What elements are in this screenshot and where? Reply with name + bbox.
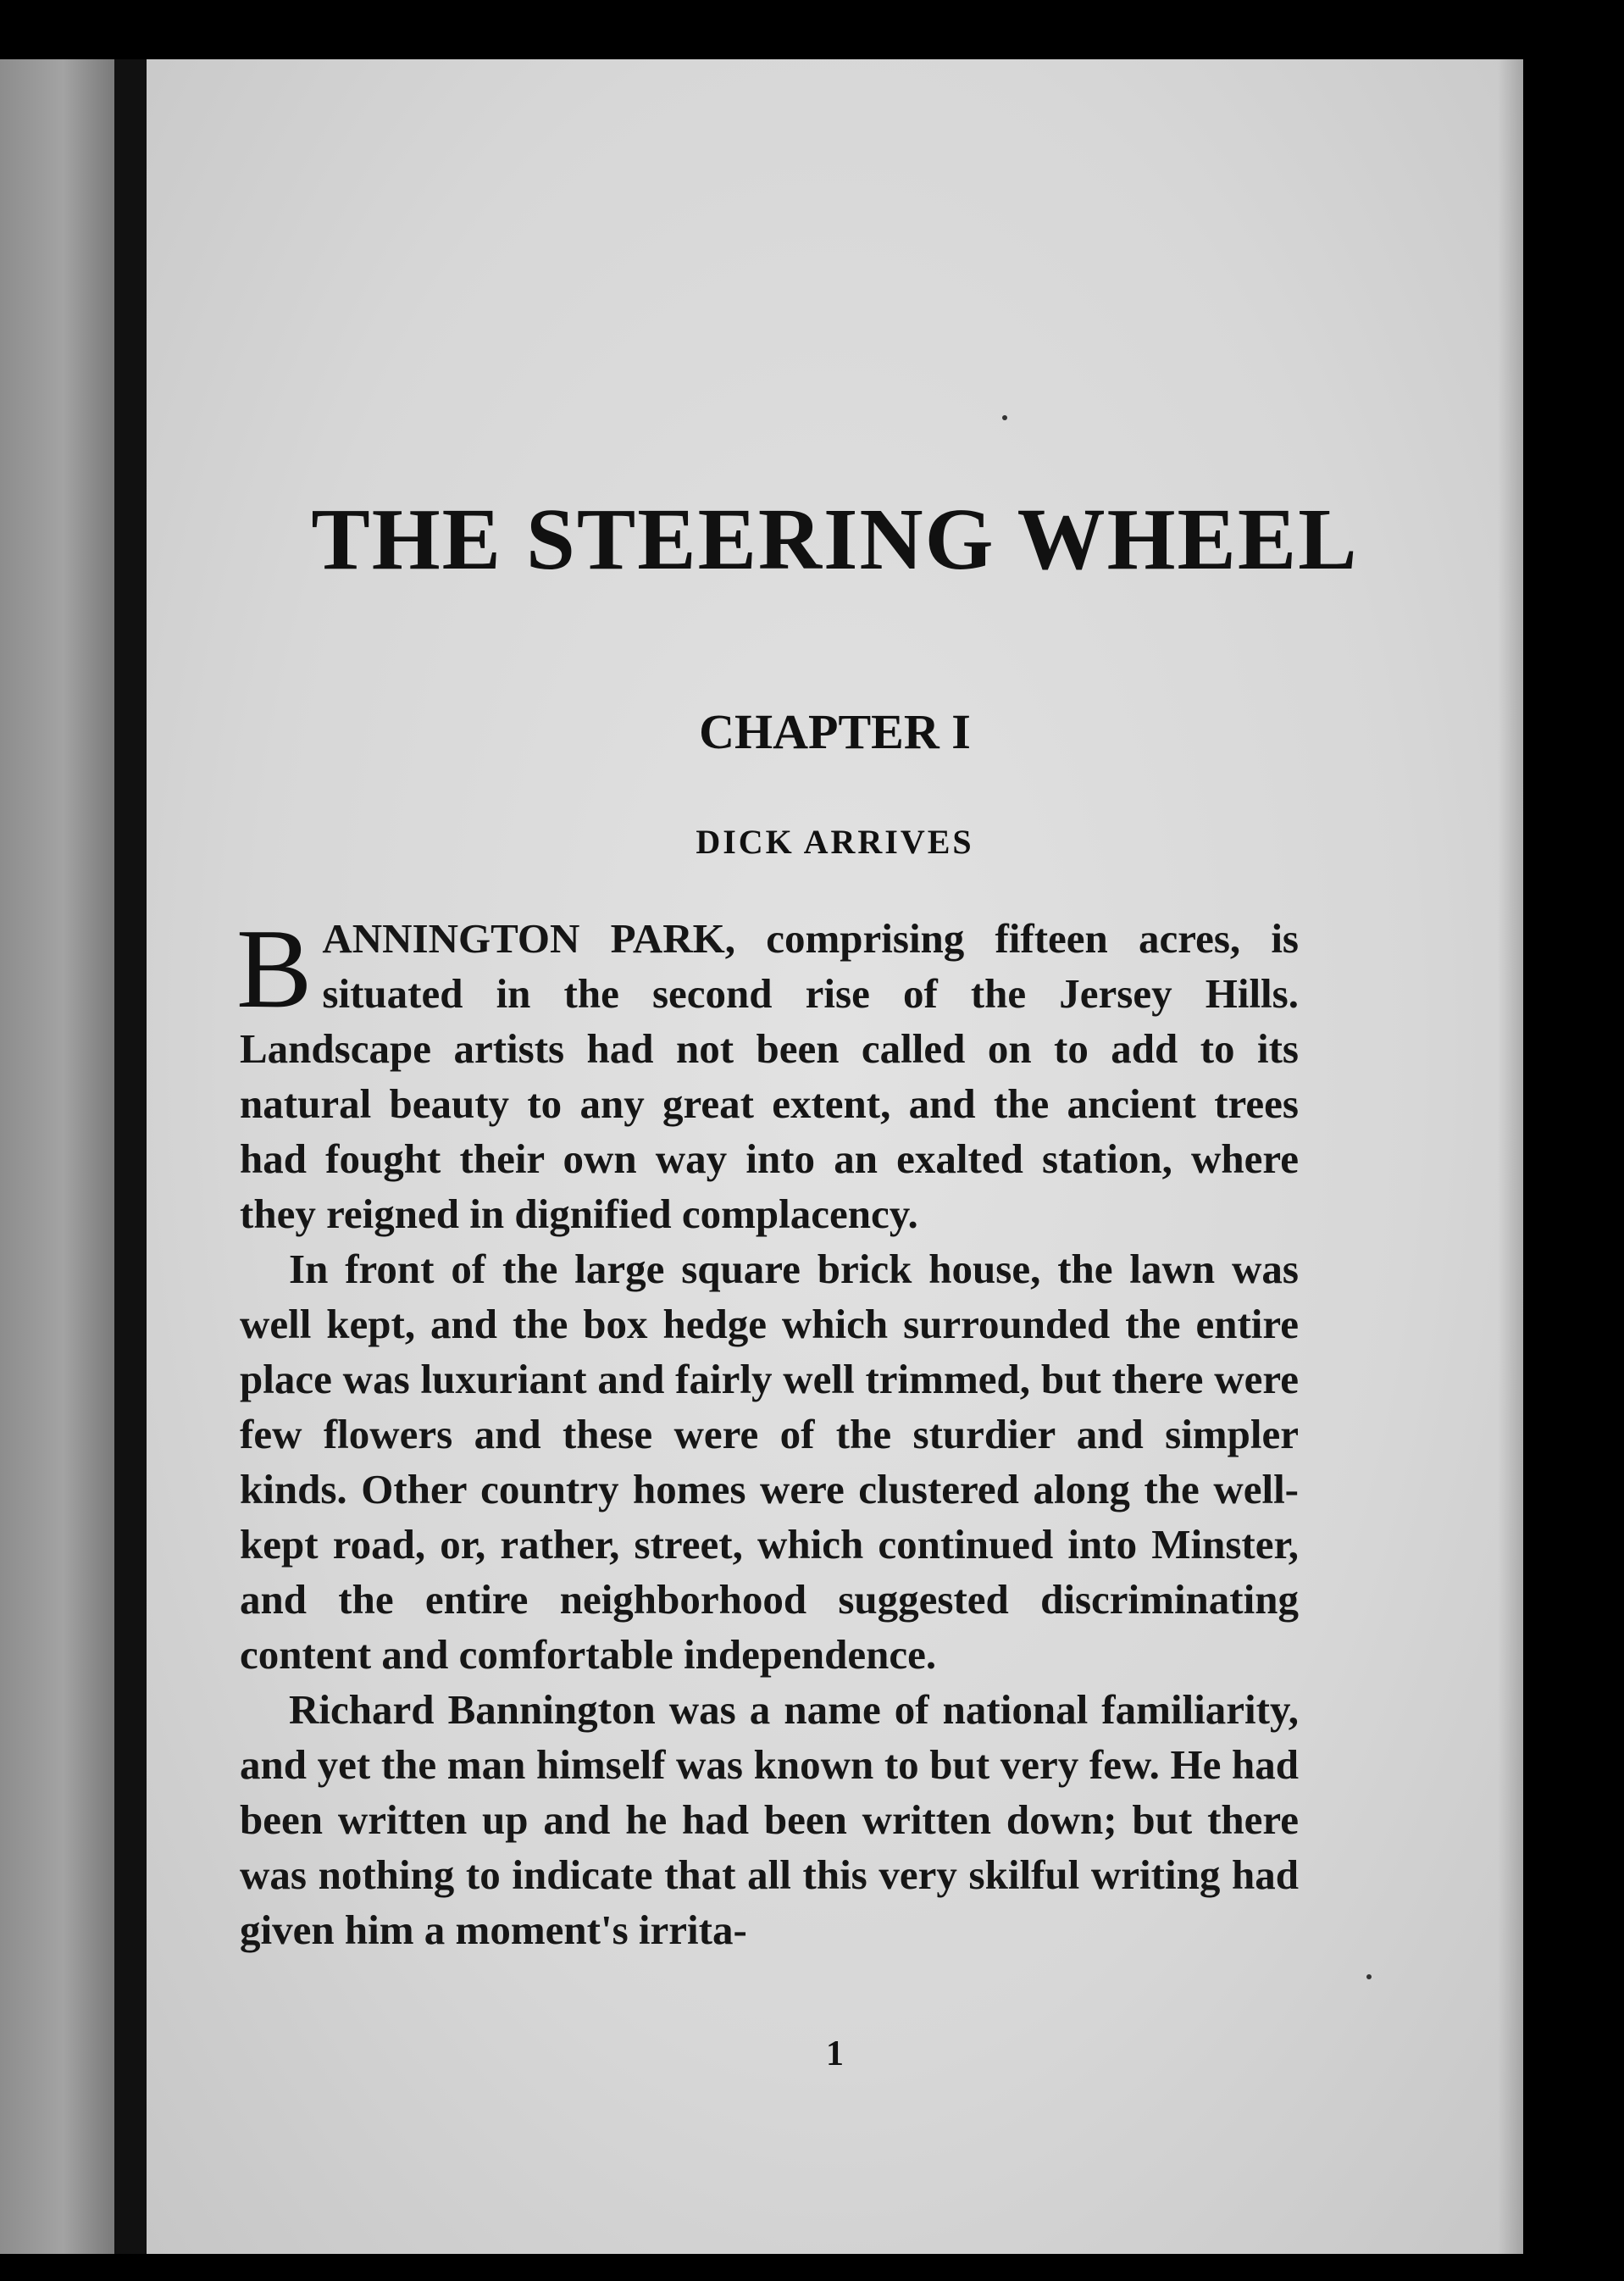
book-gutter <box>114 59 147 2254</box>
book-page <box>147 59 1523 2254</box>
book-title: THE STEERING WHEEL <box>311 491 1359 588</box>
chapter-title: DICK ARRIVES <box>696 823 974 861</box>
scan-speck <box>1002 415 1007 420</box>
paragraph-1 <box>236 906 1299 1241</box>
drop-cap-letter: B <box>236 906 313 1031</box>
chapter-heading: CHAPTER I <box>699 704 971 759</box>
page-number: 1 <box>826 2034 844 2073</box>
facing-page-edge <box>0 59 114 2254</box>
scan-speck <box>1366 1974 1372 1979</box>
page-edge-shadow <box>1498 59 1523 2254</box>
paragraph-2: In front of the large square brick house, the lawn was well kept, and the box hedge which surrounded the entire place was luxuriant and fairly well trimmed, but there were few flowers and these were of the sturdier and simpler kinds. Other country homes were clustered along the well-kept road, or, rather, street, which continued into Minster, and the entire neighborhood suggested discriminating content and comfortable independence. <box>240 1246 1299 1678</box>
body-text <box>236 906 1299 1957</box>
paragraph-1-text: ANNINGTON PARK, comprising fifteen acres, is situated in the second rise of the Jersey Hills. Landscape artists had not been called on to add to its natural beauty to any great extent, and the ancient trees had fought their own way into an exalted station, where they reigned in dignified complacency. <box>240 915 1299 1237</box>
paragraph-3: Richard Bannington was a name of national familiarity, and yet the man himself was known to but very few. He had been written up and he had been written down; but there was nothing to indicate that all this very skilful writing had given him a moment's irrita- <box>240 1686 1299 1953</box>
